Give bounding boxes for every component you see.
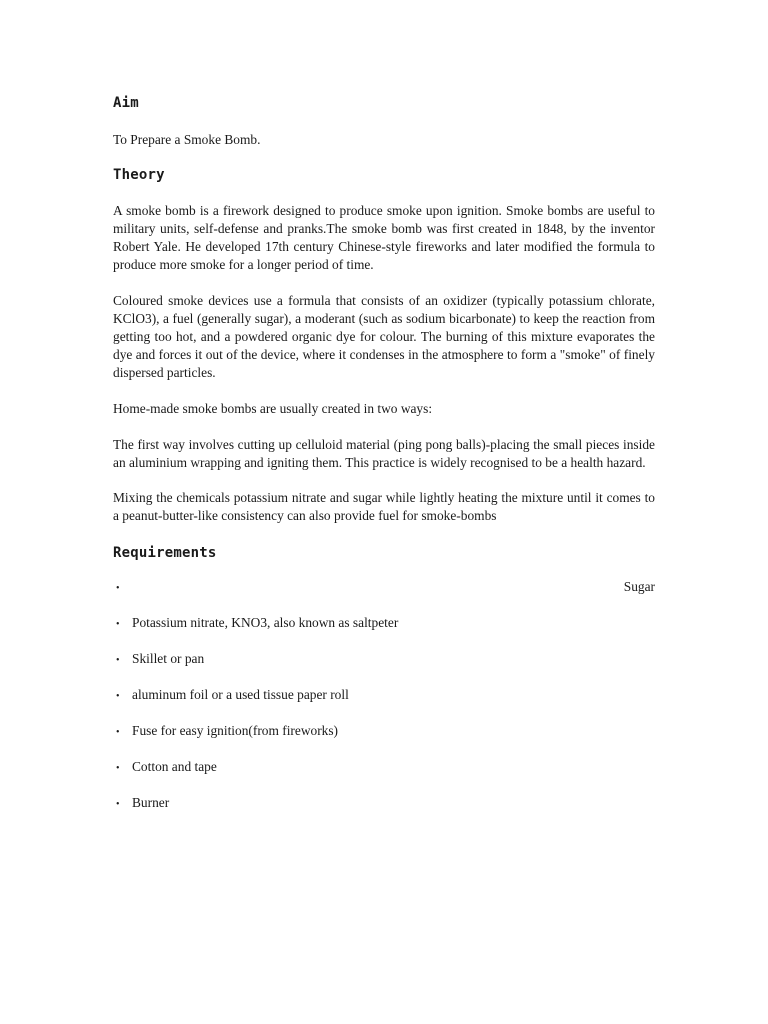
theory-paragraph: A smoke bomb is a firework designed to produce smoke upon ignition. Smoke bombs are useful to military units, self-defense and pranks.The smoke bomb was first created in 1848, by the inventor Robert Yale. He developed 17th century Chinese-style fireworks and later modified the formula to produce more smoke for a longer period of time.: [113, 203, 655, 272]
aim-text: To Prepare a Smoke Bomb.: [113, 132, 261, 147]
bullet-icon: •: [116, 619, 120, 630]
bullet-icon: •: [116, 691, 120, 702]
list-item: [113, 722, 655, 740]
theory-paragraph: Coloured smoke devices use a formula that consists of an oxidizer (typically potassium chlorate, KClO3), a fuel (generally sugar), a moderant (such as sodium bicarbonate) to keep the reaction from getting too hot, and a powdered organic dye for colour. The burning of this mixture evaporates the dye and forces it out of the device, where it condenses in the atmosphere to form a "smoke" of finely dispersed particles.: [113, 293, 655, 380]
bullet-icon: •: [116, 583, 120, 594]
requirements-list: [113, 578, 655, 812]
list-item: [113, 686, 655, 704]
theory-paragraph: The first way involves cutting up celluloid material (ping pong balls)-placing the small pieces inside an aluminium wrapping and igniting them. This practice is widely recognised to be a health hazard.: [113, 437, 655, 470]
document-content: [113, 93, 655, 830]
requirement-text: Fuse for easy ignition(from fireworks): [132, 723, 339, 738]
requirements-heading: Requirements: [113, 545, 217, 561]
requirement-text: Burner: [132, 795, 170, 810]
bullet-icon: •: [116, 763, 120, 774]
requirement-text: Skillet or pan: [132, 651, 205, 666]
bullet-icon: •: [116, 655, 120, 666]
requirement-text: Cotton and tape: [132, 759, 217, 774]
bullet-icon: •: [116, 799, 120, 810]
list-item: [113, 614, 655, 632]
requirement-text: Potassium nitrate, KNO3, also known as saltpeter: [132, 615, 399, 630]
aim-heading: Aim: [113, 95, 139, 111]
theory-paragraph: Home-made smoke bombs are usually created in two ways:: [113, 401, 433, 416]
list-item: [113, 794, 655, 812]
list-item: [113, 578, 655, 596]
list-item: [113, 650, 655, 668]
theory-heading: Theory: [113, 167, 165, 183]
theory-paragraph: Mixing the chemicals potassium nitrate and sugar while lightly heating the mixture until it comes to a peanut-butter-like consistency can also provide fuel for smoke-bombs: [113, 490, 655, 523]
list-item: [113, 758, 655, 776]
requirement-text: aluminum foil or a used tissue paper roll: [132, 687, 349, 702]
bullet-icon: •: [116, 727, 120, 738]
requirement-text: Sugar: [623, 579, 655, 594]
